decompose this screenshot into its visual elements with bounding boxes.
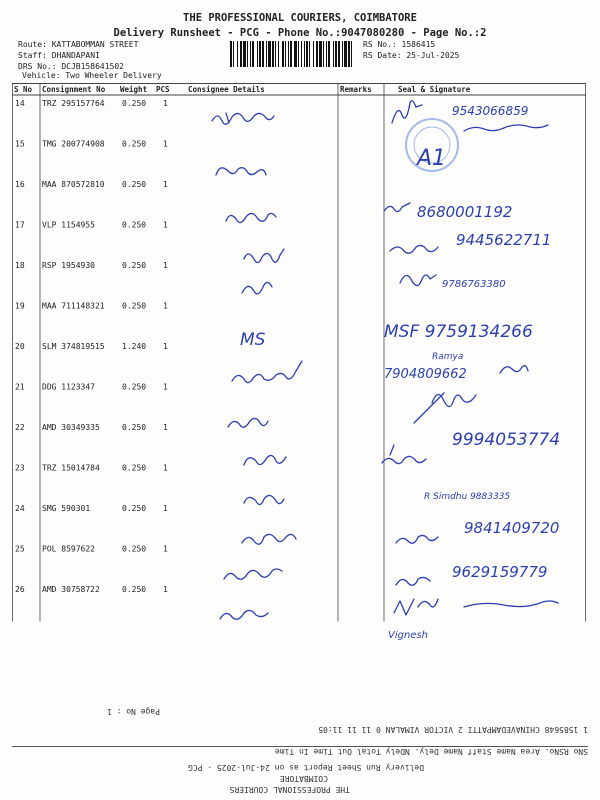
- consignment-number: MAA 711148321: [42, 301, 105, 311]
- row-weight: 0.250: [122, 463, 147, 473]
- barcode-bar: [298, 41, 299, 67]
- runsheet-table: [12, 83, 586, 641]
- barcode-bar: [288, 41, 289, 67]
- consignment-number: RSP 1954930: [42, 261, 95, 270]
- barcode-bar: [304, 41, 305, 67]
- consignee-signatures: [212, 113, 302, 619]
- row-sno: 14: [15, 99, 25, 108]
- consignee-signature: [244, 249, 284, 263]
- row-weight: 0.250: [122, 261, 147, 270]
- barcode-bar: [333, 41, 334, 67]
- receiver-signature-text: 9629159779: [452, 563, 548, 581]
- row-pcs: 1: [163, 180, 168, 189]
- row-sno: 17: [15, 220, 25, 230]
- consignment-number: MAA 870572810: [42, 180, 105, 189]
- row-weight: 0.250: [122, 423, 147, 432]
- receiver-signature: [382, 445, 426, 464]
- receiver-signature-text: 9445622711: [456, 231, 552, 249]
- staff-label: Staff: DHANDAPANI: [18, 51, 100, 60]
- runsheet-title: Delivery Runsheet - PCG - Phone No.:9047080280 - Page No.:2: [113, 27, 487, 39]
- barcode-bar: [335, 41, 337, 67]
- receiver-signatures: [382, 101, 560, 641]
- vehicle-label: Vehicle: Two Wheeler Delivery: [22, 71, 162, 80]
- consignment-number: DDG 1123347: [42, 382, 95, 392]
- consignee-signature: [244, 455, 286, 465]
- barcode-bar: [342, 41, 343, 67]
- receiver-signature: [396, 535, 438, 543]
- footer-company: THE PROFESSIONAL COURIERS: [229, 785, 350, 794]
- consignment-number: SLM 374819515: [42, 342, 105, 351]
- row-pcs: 1: [163, 301, 168, 311]
- barcode-bar: [326, 41, 327, 67]
- consignment-number: POL 8597622: [42, 544, 95, 554]
- barcode-bar: [290, 41, 292, 67]
- row-weight: 0.250: [122, 139, 147, 149]
- receiver-signature-text: R Simdhu 9883335: [424, 492, 511, 502]
- consignee-signature: [216, 168, 266, 175]
- row-pcs: 1: [163, 423, 168, 432]
- column-header: Weight: [120, 85, 148, 94]
- barcode-bar: [237, 41, 238, 67]
- receiver-signature: [464, 125, 548, 131]
- row-sno: 20: [15, 342, 25, 351]
- receiver-signature-text: A1: [417, 146, 447, 171]
- runsheet-meta-left: [18, 39, 138, 72]
- row-pcs: 1: [163, 544, 168, 554]
- footer-report-line: Delivery Run Sheet Report as on 24-Jul-2025 - PCG: [187, 763, 424, 772]
- column-header: Consignee Details: [188, 85, 265, 94]
- receiver-signature-text: 9786763380: [442, 279, 506, 290]
- consignee-signature: [242, 282, 272, 293]
- consignee-signature: [244, 495, 284, 504]
- row-weight: 0.250: [122, 220, 147, 230]
- row-pcs: 1: [163, 139, 168, 149]
- consignment-number: VLP 1154955: [42, 220, 95, 230]
- row-weight: 0.250: [122, 180, 147, 189]
- row-pcs: 1: [163, 99, 168, 108]
- company-title: THE PROFESSIONAL COURIERS, COIMBATORE: [183, 12, 417, 24]
- barcode-bar: [272, 41, 274, 67]
- row-weight: 0.250: [122, 382, 147, 392]
- row-sno: 24: [15, 504, 25, 513]
- barcode-bar: [323, 41, 324, 67]
- rs-number: RS No.: 1586415: [363, 40, 436, 49]
- receiver-signature-text: 9994053774: [452, 430, 561, 450]
- barcode-bar: [278, 41, 279, 67]
- barcode: [230, 41, 354, 67]
- row-pcs: 1: [163, 220, 168, 230]
- barcode-bar: [294, 41, 297, 67]
- receiver-signature: [390, 245, 438, 253]
- barcode-bar: [351, 41, 352, 67]
- receiver-signature-text: 8680001192: [417, 203, 513, 221]
- runsheet-meta-right: [363, 39, 459, 61]
- rs-date: RS Date: 25-Jul-2025: [363, 51, 460, 60]
- consignment-number: AMD 30758722: [42, 585, 100, 594]
- receiver-signature: [464, 601, 558, 607]
- receiver-signature-text: 9841409720: [464, 519, 560, 537]
- receiver-signature: [392, 101, 422, 123]
- receiver-signature: [400, 275, 436, 286]
- barcode-bar: [301, 41, 302, 67]
- consignment-number: SMG 590301: [42, 504, 91, 513]
- consignee-signature: [228, 418, 268, 427]
- footer-page-number: Page No : 1: [107, 707, 160, 716]
- barcode-bar: [319, 41, 322, 67]
- row-sno: 16: [15, 180, 25, 189]
- barcode-bar: [268, 41, 271, 67]
- barcode-bar: [233, 41, 234, 67]
- consignee-signature: [220, 610, 268, 619]
- row-weight: 0.250: [122, 99, 147, 108]
- column-header: PCS: [156, 85, 170, 94]
- barcode-bar: [243, 41, 246, 67]
- row-pcs: 1: [163, 382, 168, 392]
- row-pcs: 1: [163, 261, 168, 270]
- column-header: Remarks: [340, 85, 372, 94]
- row-weight: 1.240: [122, 342, 147, 351]
- barcode-bar: [240, 41, 242, 67]
- barcode-bar: [309, 41, 310, 67]
- row-weight: 0.250: [122, 585, 147, 594]
- receiver-signature: [414, 393, 476, 423]
- consignee-signature-text: MS: [240, 330, 266, 350]
- row-pcs: 1: [163, 585, 168, 594]
- row-pcs: 1: [163, 504, 168, 513]
- footer-column-headers: SNo RSNo. Area Name Staff Name Dely. NDely Total Out Time In Time: [12, 746, 588, 756]
- receiver-signature: [500, 366, 528, 373]
- row-sno: 15: [15, 139, 25, 149]
- barcode-bar: [257, 41, 258, 67]
- footer-city: COIMBATORE: [279, 774, 328, 783]
- consignee-signature: [232, 361, 302, 383]
- receiver-signature: [394, 599, 438, 615]
- previous-report-footer: [0, 700, 600, 800]
- consignment-number: TMG 200774908: [42, 139, 105, 149]
- row-weight: 0.250: [122, 544, 147, 554]
- row-sno: 26: [15, 585, 25, 594]
- barcode-bar: [344, 41, 347, 67]
- barcode-bar: [282, 41, 284, 67]
- barcode-bar: [275, 41, 276, 67]
- barcode-bar: [348, 41, 350, 67]
- column-header: Seal & Signature: [398, 85, 471, 94]
- row-weight: 0.250: [122, 301, 147, 311]
- consignee-signature: [224, 569, 282, 579]
- barcode-bar: [328, 41, 330, 67]
- barcode-bar: [252, 41, 254, 67]
- receiver-signature: [396, 577, 430, 585]
- row-sno: 18: [15, 261, 25, 270]
- barcode-bar: [306, 41, 308, 67]
- row-pcs: 1: [163, 463, 168, 473]
- barcode-bar: [313, 41, 314, 67]
- barcode-bar: [285, 41, 286, 67]
- barcode-bar: [247, 41, 248, 67]
- receiver-signature: [384, 203, 410, 212]
- receiver-signature-text: Vignesh: [388, 630, 429, 641]
- row-sno: 23: [15, 463, 25, 473]
- row-pcs: 1: [163, 342, 168, 351]
- drs-label: DRS No.: DCJB158641502: [18, 62, 124, 71]
- row-sno: 19: [15, 301, 25, 311]
- barcode-bar: [230, 41, 232, 67]
- consignment-number: AMD 30349335: [42, 423, 100, 432]
- consignee-signature: [242, 534, 296, 544]
- barcode-bar: [316, 41, 318, 67]
- row-sno: 21: [15, 382, 25, 392]
- column-header: Consignment No: [42, 85, 106, 94]
- consignment-number: TRZ 15014784: [42, 463, 100, 473]
- barcode-bar: [262, 41, 264, 67]
- consignment-number: TRZ 295157764: [42, 99, 105, 108]
- receiver-signature-text: MSF 9759134266: [384, 322, 533, 342]
- route-label: Route: KATTABOMMAN STREET: [18, 40, 139, 49]
- column-header: S No: [14, 85, 33, 94]
- receiver-signature-text: 7904809662: [384, 367, 467, 382]
- row-sno: 25: [15, 544, 25, 554]
- footer-row: 1 1585648 CHINAVEDAMPATTI 2 VICTOR VIMALAN 0 11 11 11:05: [318, 725, 588, 734]
- consignee-signature: [212, 113, 274, 124]
- barcode-bar: [266, 41, 267, 67]
- barcode-bar: [259, 41, 261, 67]
- row-sno: 22: [15, 423, 25, 432]
- receiver-signature-text: 9543066859: [452, 104, 529, 118]
- receiver-signature-text: Ramya: [432, 352, 464, 362]
- consignee-signature: [226, 213, 276, 222]
- barcode-bar: [338, 41, 340, 67]
- row-weight: 0.250: [122, 504, 147, 513]
- barcode-bar: [250, 41, 251, 67]
